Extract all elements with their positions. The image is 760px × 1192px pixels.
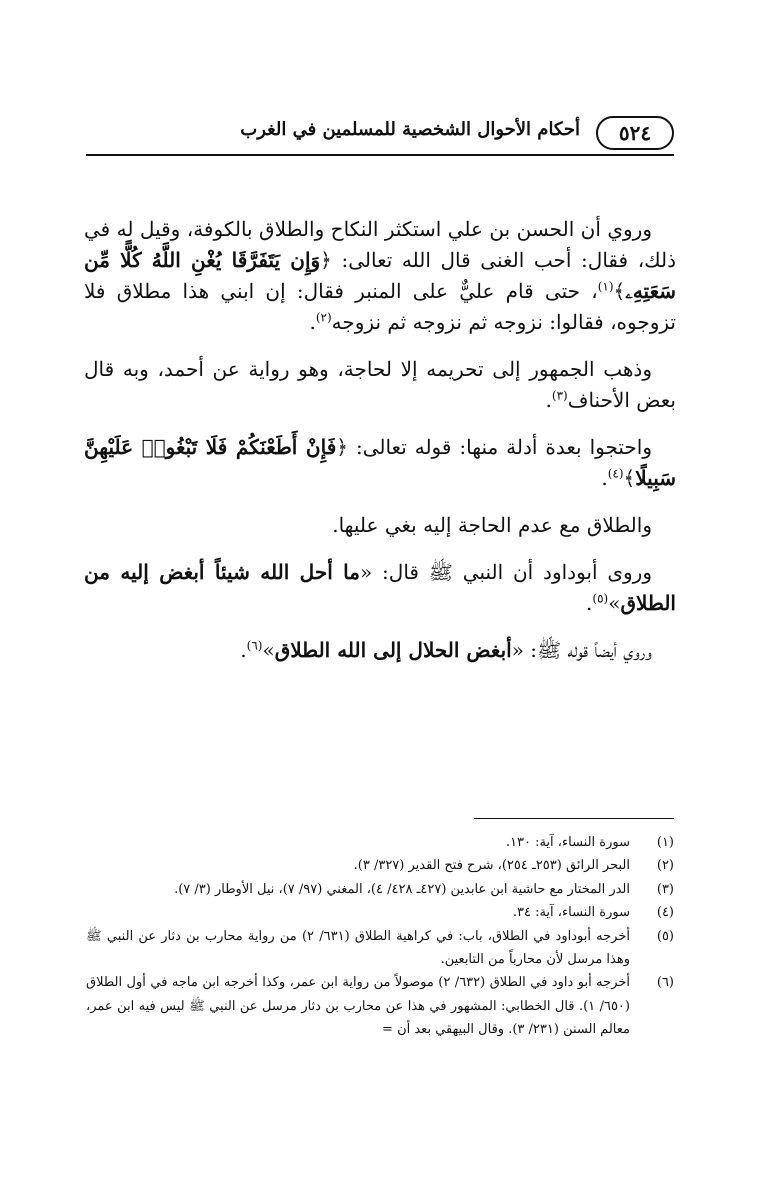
footnote-number: (٣)	[656, 881, 674, 897]
paragraph-5-tail: .	[586, 591, 593, 615]
footnote-text: سورة النساء، آية: ١٣٠.	[505, 835, 630, 850]
paragraph-5-after: »	[608, 591, 621, 615]
paragraph-2	[84, 354, 676, 416]
header-rule	[86, 154, 674, 156]
footnote-number: (٦)	[656, 975, 674, 991]
footnote-ref-4: (٤)	[607, 466, 624, 481]
paragraph-6-tail: .	[240, 638, 247, 662]
footnote-ref-6: (٦)	[246, 638, 263, 653]
footnote-text: البحر الرائق (٢٥٣ـ ٢٥٤)، شرح فتح القدير (٣٢٧/ ٣).	[353, 858, 630, 874]
footnote-4	[86, 901, 674, 924]
footnote-text: أخرجه أبو داود في الطلاق (٦٣٢/ ٢) موصولاً من رواية ابن عمر، وكذا أخرجه ابن ماجه في أول الطلاق (٦٥٠/ ١). قال الخطابي: المشهور في هذا عن محارب بن دثار مرسل عن النبي ﷺ ليس فيه ابن عمر، معالم السنن (٢٣١/ ٣). وقال البيهقي بعد أن =	[86, 975, 631, 1038]
main-text	[84, 214, 676, 682]
footnote-text: أخرجه أبوداود في الطلاق، باب: في كراهية الطلاق (٦٣١/ ٢) من رواية محارب بن دثار عن النبي ﷺ وهذا مرسل لأن محارباً من التابعين.	[86, 928, 630, 967]
footnote-number: (٢)	[656, 858, 674, 874]
footnote-ref-3: (٣)	[551, 388, 568, 403]
footnote-number: (٤)	[656, 905, 674, 921]
footnote-3	[86, 878, 674, 901]
footnote-ref-2: (٢)	[315, 310, 332, 325]
paragraph-1-tail: .	[309, 310, 316, 334]
paragraph-3	[84, 432, 676, 494]
paragraph-5	[84, 557, 676, 619]
footnote-ref-1: (١)	[597, 279, 614, 294]
paragraph-1	[84, 214, 676, 338]
footnote-number: (١)	[656, 835, 674, 850]
footnote-6	[86, 971, 674, 1041]
hadith-2: أبغض الحلال إلى الله الطلاق	[274, 638, 512, 662]
quran-ayah-1: وَإِن يَتَفَرَّقَا يُغْنِ اللَّهُ كُلًّا مِّن سَعَتِهِۦ	[84, 248, 676, 303]
paragraph-2-text: وذهب الجمهور إلى تحريمه إلا لحاجة، وهو رواية عن أحمد، وبه قال بعض الأحناف	[84, 357, 676, 412]
footnote-1	[86, 831, 674, 854]
page-number: ٥٢٤	[596, 116, 674, 150]
paragraph-3-after-ayah: ﴾	[623, 466, 636, 490]
paragraph-2-tail: .	[545, 388, 552, 412]
paragraph-1-after-ayah: ﴾	[613, 279, 626, 303]
page-header	[86, 116, 674, 156]
paragraph-6-after: »	[262, 638, 275, 662]
paragraph-1-before: وروي أن الحسن بن علي استكثر النكاح والطلاق بالكوفة، وقيل له في ذلك، فقال: أحب الغنى قال الله تعالى: ﴿	[84, 217, 677, 272]
footnote-text: سورة النساء، آية: ٣٤.	[512, 905, 630, 921]
paragraph-3-before: واحتجوا بعدة أدلة منها: قوله تعالى: ﴿	[336, 435, 652, 459]
footnote-ref-5: (٥)	[592, 591, 609, 606]
paragraph-3-tail: .	[601, 466, 608, 490]
paragraph-6	[84, 635, 676, 666]
footnotes	[86, 818, 674, 1042]
paragraph-5-before: وروى أبوداود أن النبي ﷺ قال: «	[359, 560, 652, 584]
footnote-number: (٥)	[656, 928, 674, 944]
paragraph-1-after: ، حتى قام عليٌّ على المنبر فقال: إن ابني هذا مطلاق فلا تزوجوه، فقالوا: نزوجه ثم نزوجه ثم نزوجه	[84, 279, 676, 334]
hadith-1: ما أحل الله شيئاً أبغض إليه من الطلاق	[84, 560, 676, 615]
paragraph-6-before: وروي أيضاً قوله ﷺ: «	[511, 638, 652, 662]
quran-ayah-2: فَإِنْ أَطَعْنَكُمْ فَلَا تَبْغُوا۟ عَلَيْهِنَّ سَبِيلًا	[84, 435, 676, 490]
running-title: أحكام الأحوال الشخصية للمسلمين في الغرب	[240, 119, 580, 140]
footnote-separator	[474, 818, 674, 819]
paragraph-4-text: والطلاق مع عدم الحاجة إليه بغي عليها.	[332, 513, 652, 537]
footnote-5	[86, 925, 674, 972]
footnote-2	[86, 854, 674, 877]
paragraph-4	[84, 510, 676, 541]
footnote-text: الدر المختار مع حاشية ابن عابدين (٤٢٧ـ ٤٢٨/ ٤)، المغني (٩٧/ ٧)، نيل الأوطار (٣/ ٧).	[174, 881, 630, 897]
